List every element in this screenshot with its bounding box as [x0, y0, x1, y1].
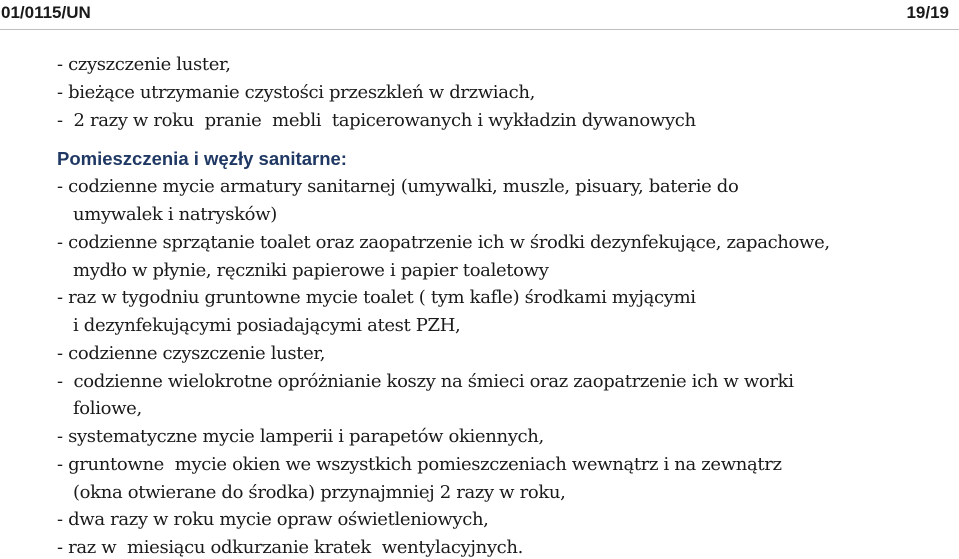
list-item: - dwa razy w roku mycie opraw oświetleniowych, — [57, 509, 489, 530]
list-item: - codzienne sprzątanie toalet oraz zaopatrzenie ich w środki dezynfekujące, zapachowe, — [57, 232, 830, 253]
page-number: 19/19 — [906, 3, 949, 22]
list-item-continuation: mydło w płynie, ręczniki papierowe i papier toaletowy — [73, 260, 549, 281]
document-id: 01/0115/UN — [1, 3, 91, 22]
list-item: - codzienne wielokrotne opróżnianie koszy na śmieci oraz zaopatrzenie ich w worki — [57, 371, 794, 392]
list-item-continuation: (okna otwierane do środka) przynajmniej 2 razy w roku, — [73, 482, 566, 503]
list-item: - gruntowne mycie okien we wszystkich pomieszczeniach wewnątrz i na zewnątrz — [57, 454, 782, 475]
header-divider — [0, 29, 959, 30]
list-item-continuation: umywalek i natrysków) — [73, 204, 277, 225]
list-item: - codzienne mycie armatury sanitarnej (umywalki, muszle, pisuary, baterie do — [57, 176, 739, 197]
section-heading: Pomieszczenia i węzły sanitarne: — [57, 148, 347, 169]
page-header — [0, 0, 959, 26]
list-item: - 2 razy w roku pranie mebli tapicerowanych i wykładzin dywanowych — [57, 110, 696, 131]
list-item: - czyszczenie luster, — [57, 54, 231, 75]
list-item: - raz w miesiącu odkurzanie kratek wentylacyjnych. — [57, 537, 524, 558]
list-item: - raz w tygodniu gruntowne mycie toalet ( tym kafle) środkami myjącymi — [57, 287, 696, 308]
list-item-continuation: i dezynfekującymi posiadającymi atest PZH, — [73, 315, 461, 336]
list-item: - bieżące utrzymanie czystości przeszkleń w drzwiach, — [57, 82, 535, 103]
list-item: - codzienne czyszczenie luster, — [57, 343, 326, 364]
list-item-continuation: foliowe, — [73, 398, 142, 419]
list-item: - systematyczne mycie lamperii i parapetów okiennych, — [57, 426, 544, 447]
